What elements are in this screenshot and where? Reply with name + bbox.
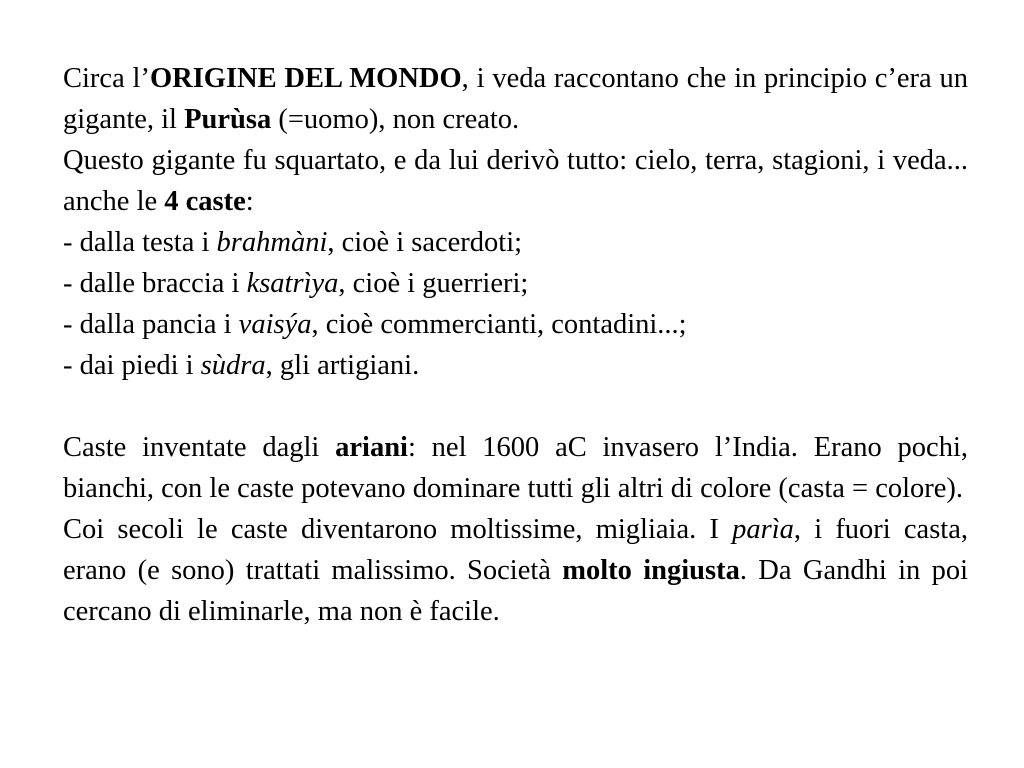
caste-list-item [63,304,968,345]
caste-name: vaisýa [238,309,312,340]
origin-paragraph [63,58,968,140]
emphasis-caste-count: 4 caste [164,186,246,217]
emphasis-origin: ORIGINE DEL MONDO [149,63,462,94]
caste-name: brahmàni [216,227,328,258]
paria-paragraph [63,509,968,632]
text: , i veda raccontano che in principio c’era un gigante, il [63,63,968,135]
text: , cioè i sacerdoti; [327,227,523,258]
ariani-paragraph [63,427,968,509]
text: - dai piedi i [63,350,201,381]
text: - dalla testa i [63,227,217,258]
caste-name: sùdra [200,350,266,381]
emphasis-purusa: Purùsa [184,104,272,135]
caste-name: ksatrìya [246,268,339,299]
text: , cioè commercianti, contadini...; [311,309,687,340]
text: Coi secoli le caste diventarono moltissime, migliaia. I [63,514,733,545]
emphasis-injustice: molto ingiusta [562,555,740,586]
text: : nel 1600 aC invasero l’India. Erano pochi, bianchi, con le caste potevano dominare tutti gli altri di colore (casta = colore). [63,432,968,504]
text: - dalla pancia i [63,309,239,340]
spacer [63,386,968,427]
text: : [245,186,254,217]
caste-list-item [63,222,968,263]
text: Circa l’ [63,63,150,94]
text: - dalle braccia i [63,268,247,299]
caste-list-item [63,345,968,386]
text: , cioè i guerrieri; [338,268,529,299]
text: , i fuori casta, erano (e sono) trattati malissimo. Società [63,514,968,586]
text: , gli artigiani. [265,350,420,381]
text: Caste inventate dagli [63,432,336,463]
caste-list-item [63,263,968,304]
emphasis-ariani: ariani [335,432,408,463]
slide-body [63,58,968,632]
emphasis-paria: parìa [732,514,794,545]
giant-paragraph [63,140,968,222]
text: Questo gigante fu squartato, e da lui derivò tutto: cielo, terra, stagioni, i veda... anche le [63,145,968,217]
text: . Da Gandhi in poi cercano di eliminarle, ma non è facile. [63,555,968,627]
text: (=uomo), non creato. [271,104,520,135]
